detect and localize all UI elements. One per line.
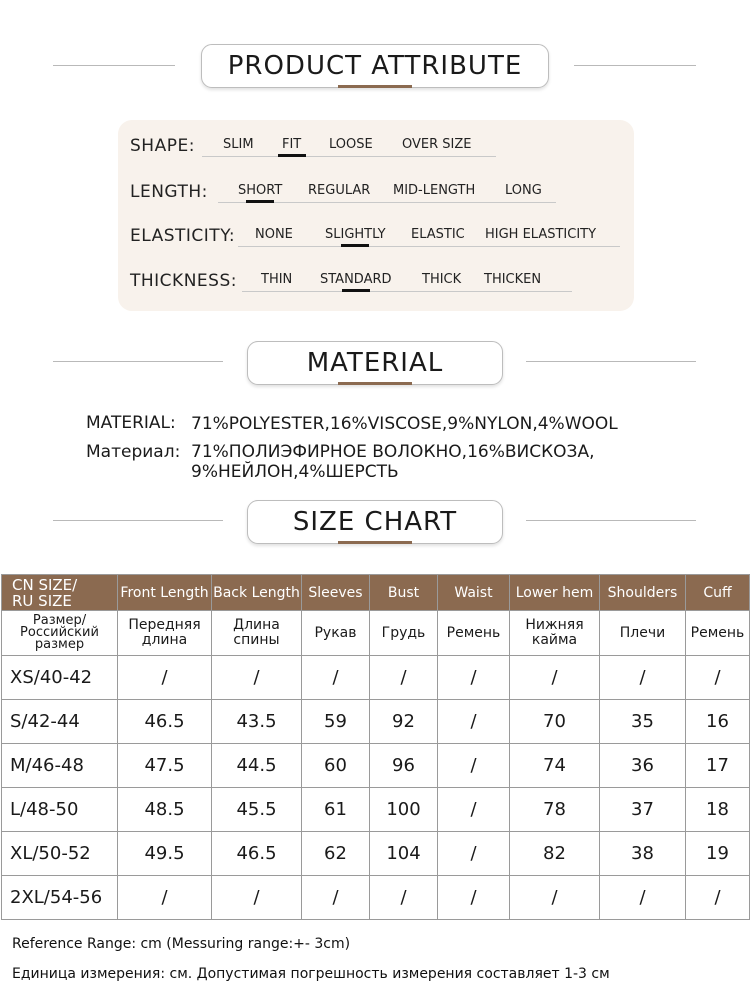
- value-cell: 96: [370, 744, 438, 788]
- ru-header-line: кайма: [531, 632, 578, 648]
- value-cell: /: [370, 876, 438, 920]
- header-cuff: Cuff: [686, 575, 750, 611]
- value-cell: 36: [600, 744, 686, 788]
- title-accent-bar: [338, 382, 412, 385]
- ru-header-line: длина: [141, 632, 188, 648]
- table-row: [2, 788, 750, 832]
- value-cell: 43.5: [212, 700, 302, 744]
- attribute-option-selected: FIT: [282, 137, 302, 152]
- ru-header-lower-hem: [510, 611, 600, 656]
- ru-header-line: Нижняя: [525, 617, 584, 633]
- header-front-length: Front Length: [118, 575, 212, 611]
- value-cell: 49.5: [118, 832, 212, 876]
- attribute-option: LONG: [505, 183, 542, 198]
- attribute-label: SHAPE:: [130, 136, 195, 156]
- header-back-length: Back Length: [212, 575, 302, 611]
- value-cell: /: [438, 788, 510, 832]
- attribute-label: LENGTH:: [130, 182, 208, 202]
- value-cell: /: [686, 656, 750, 700]
- size-chart-title: [247, 500, 503, 544]
- value-cell: 37: [600, 788, 686, 832]
- title-accent-bar: [338, 85, 412, 88]
- ru-header-shoulders: Плечи: [600, 611, 686, 656]
- value-cell: 100: [370, 788, 438, 832]
- attribute-option-selected: STANDARD: [320, 272, 392, 287]
- value-cell: 16: [686, 700, 750, 744]
- reference-range-ru: Единица измерения: см. Допустимая погрешность измерения составляет 1-3 см: [12, 966, 610, 982]
- value-cell: 59: [302, 700, 370, 744]
- value-cell: 74: [510, 744, 600, 788]
- header-cn-size-text: CN SIZE/: [12, 575, 78, 594]
- value-cell: 48.5: [118, 788, 212, 832]
- value-cell: 92: [370, 700, 438, 744]
- attribute-underline: [202, 156, 496, 157]
- ru-header-sleeves: Рукав: [302, 611, 370, 656]
- reference-range-en: Reference Range: cm (Messuring range:+- 3cm): [12, 936, 351, 952]
- value-cell: 47.5: [118, 744, 212, 788]
- material-title: [247, 341, 503, 385]
- attribute-option: THICK: [422, 272, 462, 287]
- attribute-label: ELASTICITY:: [130, 226, 236, 246]
- title-accent-bar: [338, 541, 412, 544]
- value-cell: /: [438, 656, 510, 700]
- value-cell: 70: [510, 700, 600, 744]
- value-cell: /: [600, 876, 686, 920]
- ru-header-line: Длина: [233, 617, 280, 633]
- header-cn-ru-size: [2, 575, 118, 611]
- value-cell: /: [118, 876, 212, 920]
- product-attribute-title: [201, 44, 549, 88]
- material-label-ru: Материал:: [86, 442, 181, 462]
- attribute-option: ELASTIC: [411, 227, 465, 242]
- size-chart-ru-header-row: [2, 611, 750, 656]
- divider-left-attribute: [53, 65, 175, 66]
- size-chart-header-row: [2, 575, 750, 611]
- divider-right-material: [526, 361, 696, 362]
- header-sleeves: Sleeves: [302, 575, 370, 611]
- value-cell: /: [370, 656, 438, 700]
- divider-right-size: [526, 520, 696, 521]
- value-cell: /: [600, 656, 686, 700]
- value-cell: 38: [600, 832, 686, 876]
- attribute-option-selected: SLIGHTLY: [325, 227, 386, 242]
- divider-left-material: [53, 361, 223, 362]
- value-cell: 62: [302, 832, 370, 876]
- ru-header-size-line: размер: [34, 637, 85, 652]
- size-chart-table: [1, 574, 750, 920]
- header-shoulders: Shoulders: [600, 575, 686, 611]
- material-value-en: 71%POLYESTER,16%VISCOSE,9%NYLON,4%WOOL: [191, 414, 618, 434]
- attribute-label: THICKNESS:: [130, 271, 237, 291]
- ru-header-size-line: Размер/: [32, 613, 87, 628]
- ru-header-line: спины: [233, 632, 280, 648]
- value-cell: 78: [510, 788, 600, 832]
- header-lower-hem: Lower hem: [510, 575, 600, 611]
- ru-header-waist: Ремень: [438, 611, 510, 656]
- ru-header-line: Передняя: [128, 617, 201, 633]
- attribute-underline: [238, 246, 620, 247]
- value-cell: 82: [510, 832, 600, 876]
- size-cell: M/46-48: [2, 744, 118, 788]
- value-cell: /: [118, 656, 212, 700]
- attribute-option: REGULAR: [308, 183, 371, 198]
- size-cell: XS/40-42: [2, 656, 118, 700]
- material-value-ru-line1: 71%ПОЛИЭФИРНОЕ ВОЛОКНО,16%ВИСКОЗА,: [191, 442, 595, 462]
- material-title-text: MATERIAL: [306, 348, 444, 378]
- value-cell: /: [212, 876, 302, 920]
- value-cell: /: [510, 656, 600, 700]
- attribute-option: MID-LENGTH: [393, 183, 476, 198]
- divider-left-size: [53, 520, 223, 521]
- header-ru-size-text: RU SIZE: [12, 591, 72, 610]
- value-cell: /: [438, 832, 510, 876]
- value-cell: /: [686, 876, 750, 920]
- value-cell: 46.5: [118, 700, 212, 744]
- value-cell: /: [212, 656, 302, 700]
- ru-header-size-line: Российский: [20, 625, 99, 640]
- divider-right-attribute: [574, 65, 696, 66]
- value-cell: /: [438, 876, 510, 920]
- value-cell: 104: [370, 832, 438, 876]
- ru-header-back-length: [212, 611, 302, 656]
- value-cell: /: [302, 656, 370, 700]
- size-chart-title-text: SIZE CHART: [292, 507, 458, 537]
- table-row: [2, 744, 750, 788]
- table-row: [2, 876, 750, 920]
- value-cell: 44.5: [212, 744, 302, 788]
- value-cell: 46.5: [212, 832, 302, 876]
- value-cell: 60: [302, 744, 370, 788]
- value-cell: 18: [686, 788, 750, 832]
- attribute-option: THICKEN: [484, 272, 542, 287]
- attribute-option: HIGH ELASTICITY: [485, 227, 597, 242]
- ru-header-cuff: Ремень: [686, 611, 750, 656]
- table-row: [2, 700, 750, 744]
- ru-header-size: [2, 611, 118, 656]
- value-cell: 17: [686, 744, 750, 788]
- size-cell: S/42-44: [2, 700, 118, 744]
- ru-header-front-length: [118, 611, 212, 656]
- header-waist: Waist: [438, 575, 510, 611]
- attribute-option: LOOSE: [329, 137, 373, 152]
- product-attribute-title-text: PRODUCT ATTRIBUTE: [227, 51, 523, 81]
- size-cell: L/48-50: [2, 788, 118, 832]
- attribute-underline: [242, 291, 572, 292]
- material-label-en: MATERIAL:: [86, 413, 176, 433]
- attribute-option: NONE: [255, 227, 293, 242]
- value-cell: /: [302, 876, 370, 920]
- value-cell: 45.5: [212, 788, 302, 832]
- size-cell: 2XL/54-56: [2, 876, 118, 920]
- table-row: [2, 832, 750, 876]
- value-cell: /: [510, 876, 600, 920]
- table-row: [2, 656, 750, 700]
- value-cell: 61: [302, 788, 370, 832]
- attribute-option-selected: SHORT: [238, 183, 283, 198]
- attribute-panel: [118, 120, 634, 311]
- value-cell: 35: [600, 700, 686, 744]
- attribute-option: SLIM: [223, 137, 254, 152]
- material-value-ru-line2: 9%НЕЙЛОН,4%ШЕРСТЬ: [191, 462, 399, 482]
- ru-header-bust: Грудь: [370, 611, 438, 656]
- header-bust: Bust: [370, 575, 438, 611]
- value-cell: 19: [686, 832, 750, 876]
- size-cell: XL/50-52: [2, 832, 118, 876]
- attribute-option: THIN: [261, 272, 293, 287]
- value-cell: /: [438, 744, 510, 788]
- value-cell: /: [438, 700, 510, 744]
- attribute-option: OVER SIZE: [402, 137, 472, 152]
